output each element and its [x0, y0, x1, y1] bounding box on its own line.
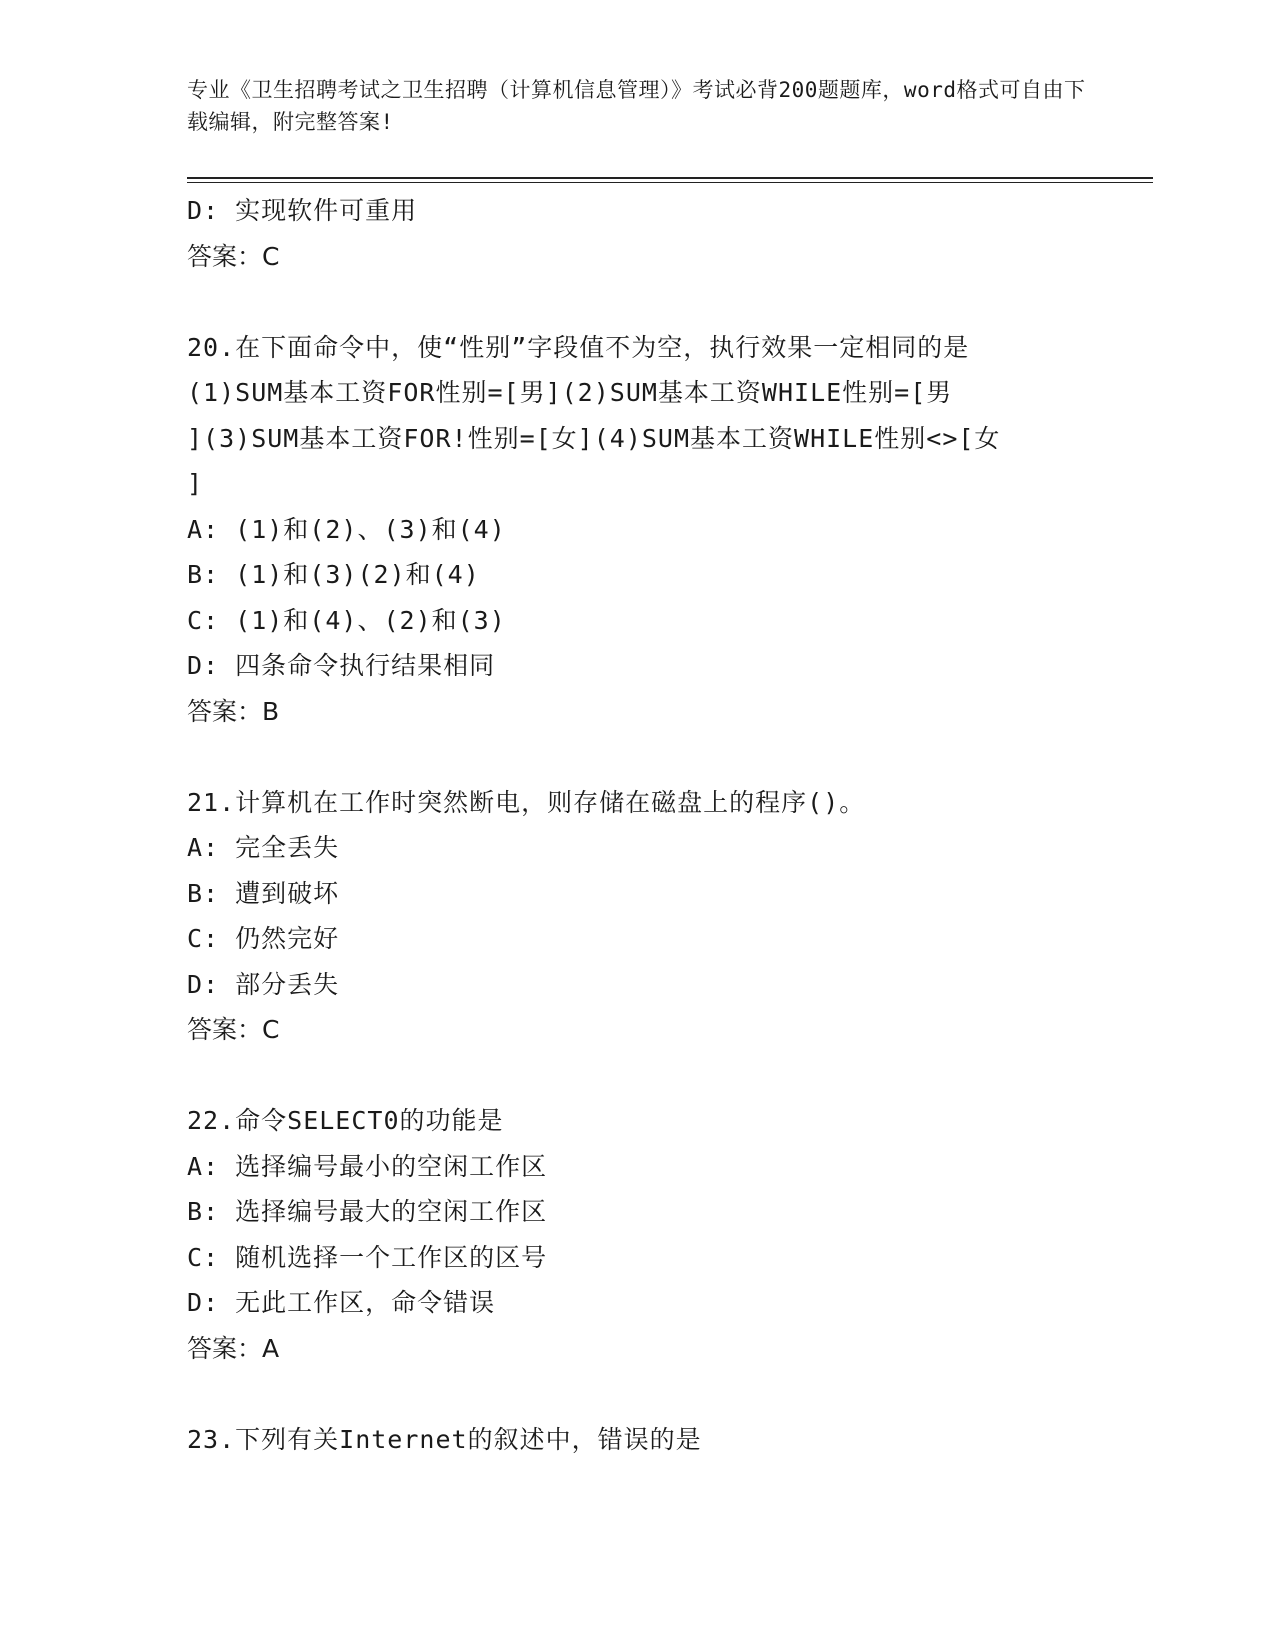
- question-21: [187, 780, 1087, 1053]
- document-header: 专业《卫生招聘考试之卫生招聘（计算机信息管理）》考试必背200题题库，word格式可自由下载编辑，附完整答案!: [187, 78, 1086, 134]
- question-stem-line-1: 20.在下面命令中，使“性别”字段值不为空，执行效果一定相同的是: [187, 332, 970, 362]
- option-d: D: 部分丢失: [187, 969, 340, 999]
- option-b: B: (1)和(3)(2)和(4): [187, 560, 480, 589]
- question-stem: 23.下列有关Internet的叙述中，错误的是: [187, 1424, 702, 1454]
- question-stem-line-4: ]: [187, 469, 204, 498]
- option-d: D: 无此工作区，命令错误: [187, 1288, 496, 1317]
- spacer: [187, 279, 1087, 325]
- option-b: B: 选择编号最大的空闲工作区: [187, 1197, 548, 1226]
- document-body: [187, 188, 1087, 1462]
- header-divider-thin: [187, 182, 1153, 183]
- question-stem: 22.命令SELECT0的功能是: [187, 1106, 504, 1135]
- question-stem-line-2: (1)SUM基本工资FOR性别=[男](2)SUM基本工资WHILE性别=[男: [187, 378, 953, 407]
- spacer: [187, 734, 1087, 780]
- answer: 答案：C: [187, 1015, 280, 1044]
- option-b: B: 遭到破坏: [187, 878, 340, 908]
- question-stem-line-3: ](3)SUM基本工资FOR!性别=[女](4)SUM基本工资WHILE性别<>[女: [187, 423, 1001, 453]
- header-divider-thick: [187, 177, 1153, 179]
- option-c: C: 随机选择一个工作区的区号: [187, 1242, 548, 1272]
- option-d: D: 实现软件可重用: [187, 196, 418, 225]
- spacer: [187, 1371, 1087, 1417]
- answer: 答案：C: [187, 241, 280, 271]
- option-a: A: 选择编号最小的空闲工作区: [187, 1151, 548, 1181]
- question-19-tail: [187, 188, 1087, 279]
- spacer: [187, 1053, 1087, 1099]
- answer: 答案：A: [187, 1333, 280, 1363]
- question-22: [187, 1098, 1087, 1371]
- option-c: C: (1)和(4)、(2)和(3): [187, 605, 506, 635]
- question-23: [187, 1417, 1087, 1463]
- option-a: A: (1)和(2)、(3)和(4): [187, 514, 506, 544]
- option-c: C: 仍然完好: [187, 924, 340, 953]
- option-a: A: 完全丢失: [187, 833, 340, 862]
- question-stem: 21.计算机在工作时突然断电，则存储在磁盘上的程序()。: [187, 787, 866, 817]
- option-d: D: 四条命令执行结果相同: [187, 651, 496, 680]
- answer: 答案：B: [187, 696, 280, 726]
- question-20: [187, 325, 1087, 735]
